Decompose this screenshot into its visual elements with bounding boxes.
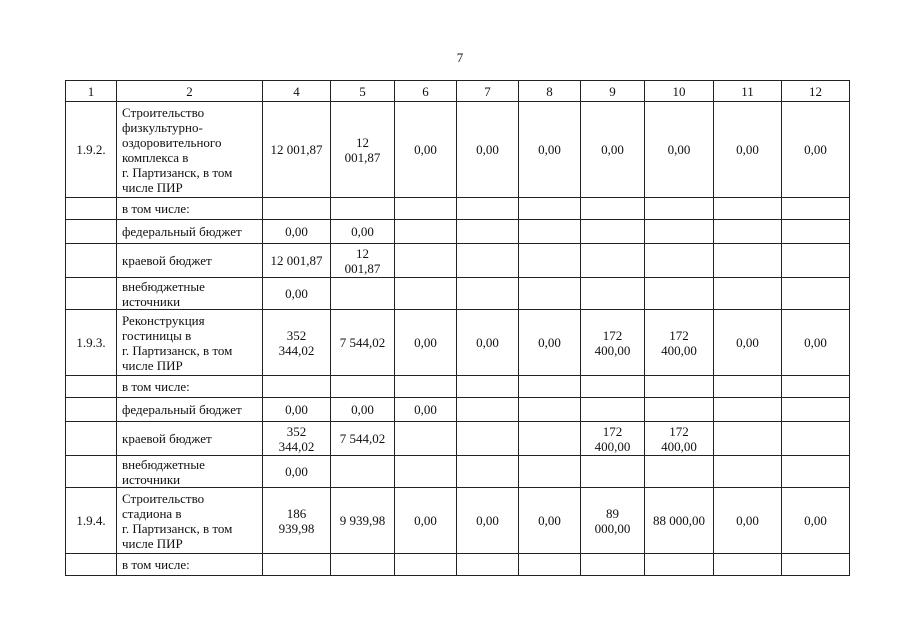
col9-cell bbox=[581, 198, 645, 220]
description-cell: в том числе: bbox=[117, 198, 263, 220]
col9-cell: 172 400,00 bbox=[581, 310, 645, 376]
number-cell bbox=[66, 198, 117, 220]
col11-cell: 0,00 bbox=[714, 102, 782, 198]
header-cell: 4 bbox=[263, 81, 331, 102]
col11-cell: 0,00 bbox=[714, 488, 782, 554]
col12-cell bbox=[782, 398, 850, 422]
description-cell: в том числе: bbox=[117, 554, 263, 576]
col10-cell bbox=[645, 456, 714, 488]
col9-cell bbox=[581, 376, 645, 398]
col6-cell: 0,00 bbox=[395, 488, 457, 554]
col11-cell bbox=[714, 244, 782, 278]
col10-cell bbox=[645, 554, 714, 576]
col4-cell: 352 344,02 bbox=[263, 422, 331, 456]
table-row bbox=[66, 220, 850, 244]
col10-cell bbox=[645, 278, 714, 310]
col12-cell bbox=[782, 244, 850, 278]
col4-cell bbox=[263, 554, 331, 576]
col7-cell: 0,00 bbox=[457, 488, 519, 554]
col9-cell bbox=[581, 278, 645, 310]
number-cell bbox=[66, 456, 117, 488]
col10-cell bbox=[645, 198, 714, 220]
col8-cell: 0,00 bbox=[519, 102, 581, 198]
description-cell: краевой бюджет bbox=[117, 422, 263, 456]
number-cell: 1.9.2. bbox=[66, 102, 117, 198]
budget-table-body bbox=[66, 81, 850, 576]
col5-cell: 9 939,98 bbox=[331, 488, 395, 554]
col4-cell: 0,00 bbox=[263, 456, 331, 488]
header-cell: 2 bbox=[117, 81, 263, 102]
col10-cell bbox=[645, 398, 714, 422]
col5-cell: 7 544,02 bbox=[331, 422, 395, 456]
col7-cell bbox=[457, 244, 519, 278]
col5-cell: 7 544,02 bbox=[331, 310, 395, 376]
number-cell bbox=[66, 554, 117, 576]
table-row bbox=[66, 376, 850, 398]
col8-cell bbox=[519, 244, 581, 278]
col12-cell bbox=[782, 198, 850, 220]
col9-cell bbox=[581, 220, 645, 244]
number-cell bbox=[66, 422, 117, 456]
col9-cell bbox=[581, 554, 645, 576]
col12-cell bbox=[782, 554, 850, 576]
col8-cell: 0,00 bbox=[519, 310, 581, 376]
col12-cell bbox=[782, 456, 850, 488]
col7-cell bbox=[457, 554, 519, 576]
col12-cell: 0,00 bbox=[782, 488, 850, 554]
table-row bbox=[66, 554, 850, 576]
col8-cell bbox=[519, 398, 581, 422]
description-cell: Строительство стадиона в г. Партизанск, в том числе ПИР bbox=[117, 488, 263, 554]
header-cell: 7 bbox=[457, 81, 519, 102]
col9-cell bbox=[581, 456, 645, 488]
col6-cell bbox=[395, 220, 457, 244]
col8-cell bbox=[519, 220, 581, 244]
col12-cell bbox=[782, 422, 850, 456]
col8-cell bbox=[519, 422, 581, 456]
col11-cell bbox=[714, 398, 782, 422]
col5-cell: 12 001,87 bbox=[331, 102, 395, 198]
col7-cell bbox=[457, 198, 519, 220]
header-cell: 5 bbox=[331, 81, 395, 102]
col7-cell bbox=[457, 398, 519, 422]
header-cell: 10 bbox=[645, 81, 714, 102]
col12-cell: 0,00 bbox=[782, 310, 850, 376]
col11-cell: 0,00 bbox=[714, 310, 782, 376]
col6-cell: 0,00 bbox=[395, 398, 457, 422]
header-cell: 12 bbox=[782, 81, 850, 102]
col11-cell bbox=[714, 554, 782, 576]
col12-cell: 0,00 bbox=[782, 102, 850, 198]
col8-cell bbox=[519, 554, 581, 576]
col4-cell: 0,00 bbox=[263, 278, 331, 310]
table-row bbox=[66, 198, 850, 220]
col8-cell bbox=[519, 278, 581, 310]
col5-cell: 0,00 bbox=[331, 398, 395, 422]
col11-cell bbox=[714, 198, 782, 220]
col7-cell bbox=[457, 220, 519, 244]
col6-cell bbox=[395, 376, 457, 398]
description-cell: краевой бюджет bbox=[117, 244, 263, 278]
budget-table bbox=[65, 80, 850, 576]
number-cell bbox=[66, 278, 117, 310]
col6-cell bbox=[395, 456, 457, 488]
table-row bbox=[66, 398, 850, 422]
table-row bbox=[66, 102, 850, 198]
col6-cell: 0,00 bbox=[395, 310, 457, 376]
col10-cell bbox=[645, 376, 714, 398]
header-cell: 6 bbox=[395, 81, 457, 102]
table-row bbox=[66, 488, 850, 554]
col11-cell bbox=[714, 376, 782, 398]
header-cell: 1 bbox=[66, 81, 117, 102]
col4-cell: 0,00 bbox=[263, 398, 331, 422]
col9-cell: 172 400,00 bbox=[581, 422, 645, 456]
col7-cell bbox=[457, 456, 519, 488]
col8-cell bbox=[519, 456, 581, 488]
col11-cell bbox=[714, 220, 782, 244]
number-cell bbox=[66, 376, 117, 398]
col6-cell bbox=[395, 554, 457, 576]
number-cell bbox=[66, 220, 117, 244]
description-cell: федеральный бюджет bbox=[117, 220, 263, 244]
col5-cell bbox=[331, 376, 395, 398]
header-cell: 8 bbox=[519, 81, 581, 102]
col11-cell bbox=[714, 422, 782, 456]
col8-cell: 0,00 bbox=[519, 488, 581, 554]
number-cell bbox=[66, 398, 117, 422]
col10-cell: 88 000,00 bbox=[645, 488, 714, 554]
col5-cell bbox=[331, 456, 395, 488]
col9-cell bbox=[581, 398, 645, 422]
description-cell: федеральный бюджет bbox=[117, 398, 263, 422]
col9-cell: 0,00 bbox=[581, 102, 645, 198]
description-cell: внебюджетные источники bbox=[117, 278, 263, 310]
col9-cell: 89 000,00 bbox=[581, 488, 645, 554]
page-number: 7 bbox=[456, 50, 464, 65]
col7-cell: 0,00 bbox=[457, 310, 519, 376]
table-row bbox=[66, 456, 850, 488]
col6-cell bbox=[395, 198, 457, 220]
col11-cell bbox=[714, 456, 782, 488]
col12-cell bbox=[782, 278, 850, 310]
col6-cell bbox=[395, 244, 457, 278]
col8-cell bbox=[519, 376, 581, 398]
col5-cell bbox=[331, 278, 395, 310]
col4-cell: 186 939,98 bbox=[263, 488, 331, 554]
col6-cell bbox=[395, 422, 457, 456]
table-row bbox=[66, 244, 850, 278]
col7-cell bbox=[457, 422, 519, 456]
header-row bbox=[66, 81, 850, 102]
col4-cell: 352 344,02 bbox=[263, 310, 331, 376]
col12-cell bbox=[782, 220, 850, 244]
col5-cell bbox=[331, 554, 395, 576]
col6-cell: 0,00 bbox=[395, 102, 457, 198]
table-row bbox=[66, 278, 850, 310]
col8-cell bbox=[519, 198, 581, 220]
description-cell: внебюджетные источники bbox=[117, 456, 263, 488]
col10-cell: 172 400,00 bbox=[645, 310, 714, 376]
col7-cell bbox=[457, 376, 519, 398]
header-cell: 11 bbox=[714, 81, 782, 102]
description-cell: в том числе: bbox=[117, 376, 263, 398]
col9-cell bbox=[581, 244, 645, 278]
col12-cell bbox=[782, 376, 850, 398]
col7-cell: 0,00 bbox=[457, 102, 519, 198]
table-row bbox=[66, 310, 850, 376]
col4-cell bbox=[263, 376, 331, 398]
col4-cell: 0,00 bbox=[263, 220, 331, 244]
description-cell: Строительство физкультурно- оздоровительного комплекса в г. Партизанск, в том числе ПИР bbox=[117, 102, 263, 198]
col10-cell bbox=[645, 220, 714, 244]
col5-cell: 12 001,87 bbox=[331, 244, 395, 278]
number-cell: 1.9.3. bbox=[66, 310, 117, 376]
col5-cell bbox=[331, 198, 395, 220]
col10-cell bbox=[645, 244, 714, 278]
col6-cell bbox=[395, 278, 457, 310]
col7-cell bbox=[457, 278, 519, 310]
col4-cell bbox=[263, 198, 331, 220]
description-cell: Реконструкция гостиницы в г. Партизанск, в том числе ПИР bbox=[117, 310, 263, 376]
col10-cell: 172 400,00 bbox=[645, 422, 714, 456]
col10-cell: 0,00 bbox=[645, 102, 714, 198]
number-cell: 1.9.4. bbox=[66, 488, 117, 554]
number-cell bbox=[66, 244, 117, 278]
col4-cell: 12 001,87 bbox=[263, 244, 331, 278]
col11-cell bbox=[714, 278, 782, 310]
table-row bbox=[66, 422, 850, 456]
col5-cell: 0,00 bbox=[331, 220, 395, 244]
header-cell: 9 bbox=[581, 81, 645, 102]
col4-cell: 12 001,87 bbox=[263, 102, 331, 198]
